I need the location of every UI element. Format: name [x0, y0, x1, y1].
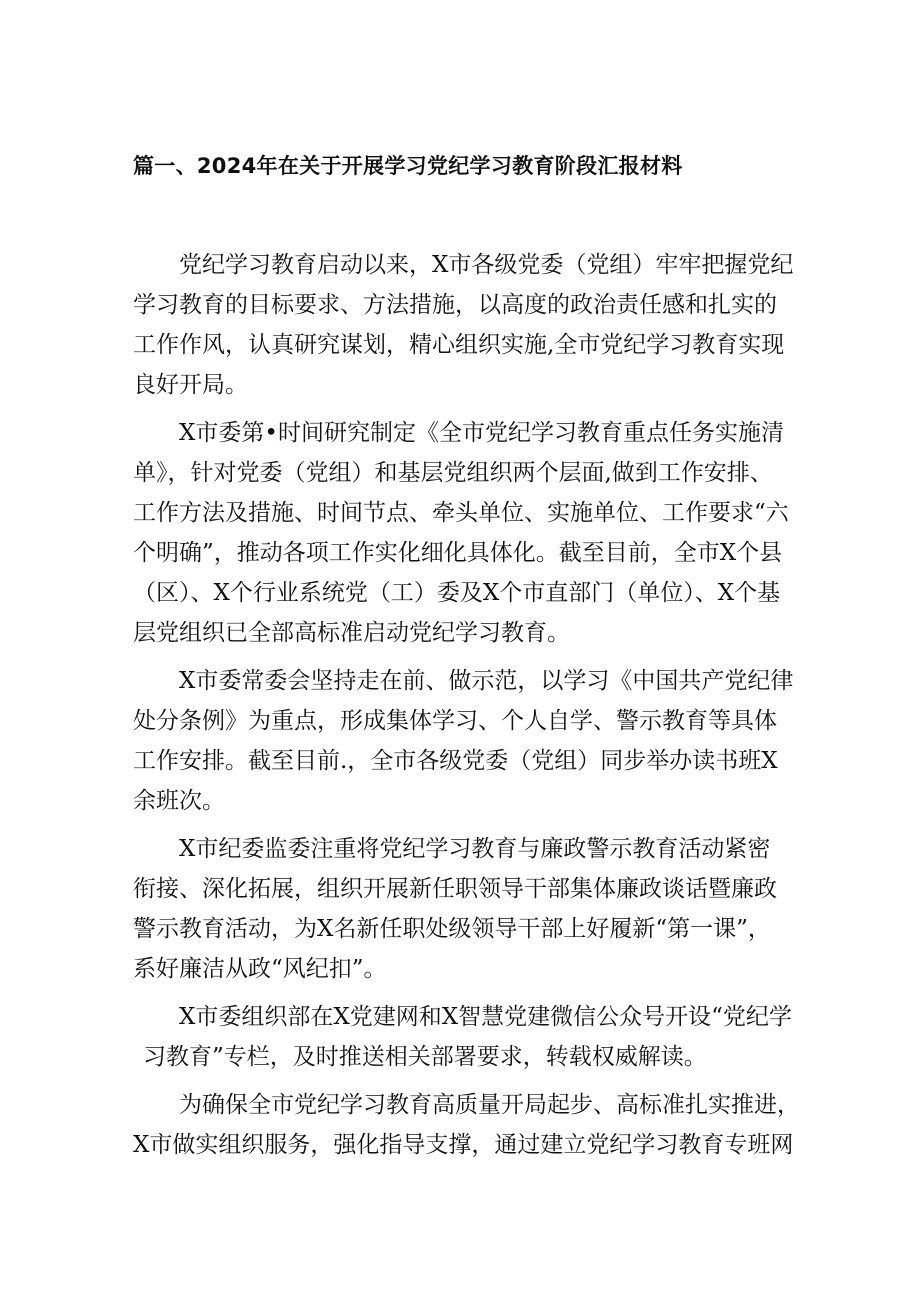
text-line: 习教育”专栏，及时推送相关部署要求，转载权威解读。 — [143, 1044, 707, 1070]
text-line: 警示教育活动，为X名新任职处级领导干部上好履新“第一课”， — [133, 916, 771, 942]
document-title: 篇一、2024年在关于开展学习党纪学习教育阶段汇报材料 — [133, 154, 683, 178]
text-line: 为确保全市党纪学习教育高质量开局起步、高标准扎实推进， — [179, 1092, 800, 1118]
paragraph-1 — [133, 245, 793, 405]
document-body — [133, 245, 800, 1165]
text-line: 单》，针对党委（党组）和基层党组织两个层面,做到工作安排、 — [133, 460, 773, 486]
paragraph-2 — [133, 413, 793, 653]
paragraph-3 — [133, 661, 793, 821]
text-line: 个明确”，推动各项工作实化细化具体化。截至目前，全市X个县 — [133, 540, 783, 566]
text-line: 系好廉洁从政“风纪扣”。 — [133, 956, 387, 982]
paragraph-5 — [133, 997, 793, 1077]
text-line: 层党组织已全部高标准启动党纪学习教育。 — [133, 620, 570, 646]
paragraph-4 — [133, 829, 793, 989]
text-line: 党纪学习教育启动以来，X市各级党委（党组）牢牢把握党纪 — [179, 252, 794, 278]
text-line: 余班次。 — [133, 788, 225, 814]
text-line: 工作方法及措施、时间节点、牵头单位、实施单位、工作要求“六 — [133, 500, 789, 526]
text-line: 工作作风，认真研究谋划，精心组织实施,全市党纪学习教育实现 — [133, 332, 785, 358]
text-line: 处分条例》为重点，形成集体学习、个人自学、警示教育等具体 — [133, 708, 777, 734]
text-line: X市委常委会坚持走在前、做示范，以学习《中国共产党纪律 — [179, 668, 794, 694]
text-line: X市做实组织服务，强化指导支撑，通过建立党纪学习教育专班网 — [133, 1132, 794, 1158]
text-line: X市委组织部在X党建网和X智慧党建微信公众号开设“党纪学 — [179, 1004, 792, 1030]
text-line: 学习教育的目标要求、方法措施，以高度的政治责任感和扎实的 — [133, 292, 777, 318]
paragraph-6 — [133, 1085, 800, 1165]
text-line: （区）、X个行业系统党（工）委及X个市直部门（单位）、X个基 — [133, 580, 781, 606]
text-line: X市委第•时间研究制定《全市党纪学习教育重点任务实施清 — [179, 420, 784, 446]
text-line: 衔接、深化拓展，组织开展新任职领导干部集体廉政谈话暨廉政 — [133, 876, 777, 902]
text-line: 良好开局。 — [133, 372, 248, 398]
text-line: 工作安排。截至目前.，全市各级党委（党组）同步举办读书班X — [133, 748, 778, 774]
text-line: X市纪委监委注重将党纪学习教育与廉政警示教育活动紧密 — [179, 836, 771, 862]
